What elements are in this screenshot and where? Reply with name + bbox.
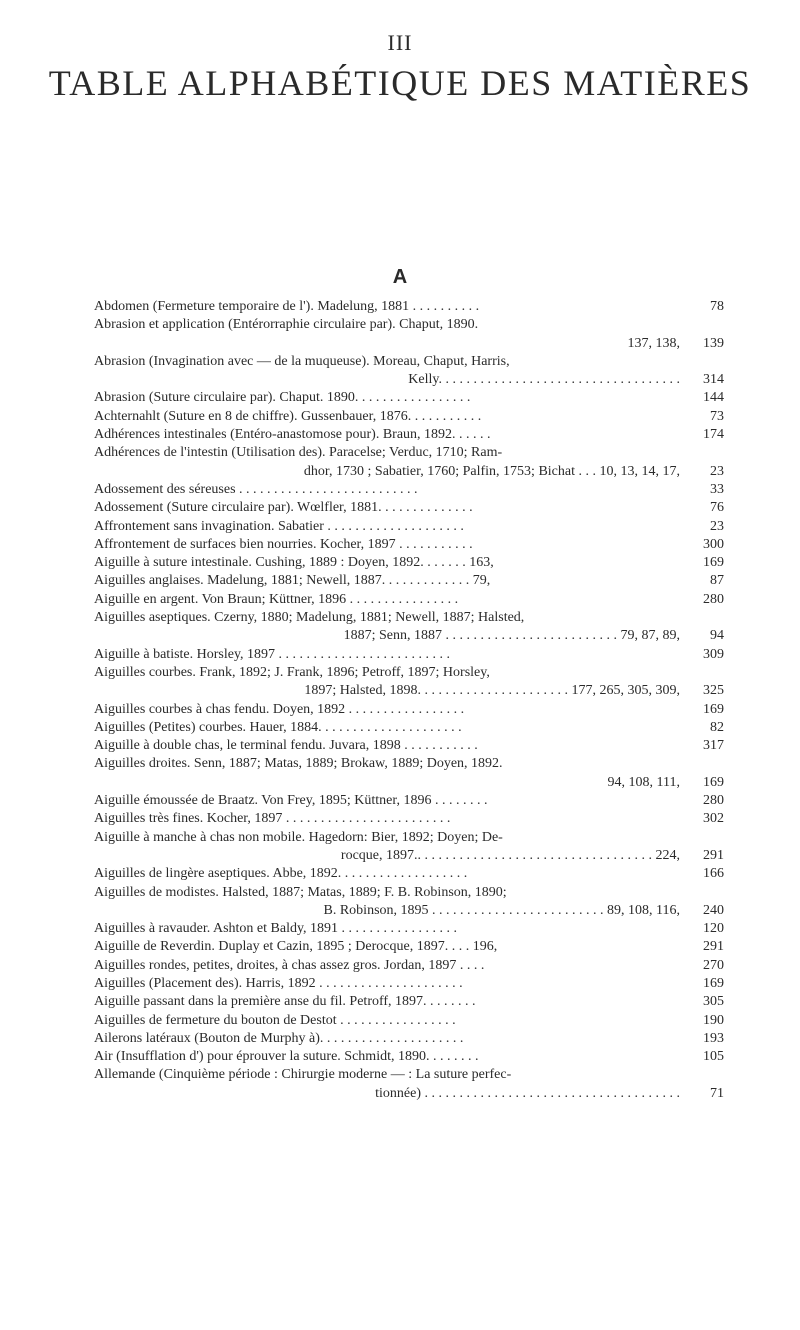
entry-page-number: 166 bbox=[703, 866, 724, 882]
entry-continuation: 94, 108, 111, bbox=[607, 774, 680, 790]
index-entry bbox=[94, 591, 724, 609]
index-entry bbox=[94, 884, 724, 921]
entry-text: Aiguille en argent. Von Braun; Küttner, 1896 . . . . . . . . . . . . . . . . bbox=[94, 591, 459, 607]
index-entry bbox=[94, 353, 724, 390]
entry-page-number: 78 bbox=[710, 299, 724, 314]
index-entry bbox=[94, 646, 724, 664]
entry-page-number: 73 bbox=[710, 408, 724, 424]
index-list bbox=[94, 298, 724, 1103]
entry-page-number: 23 bbox=[710, 463, 724, 479]
entry-text: Aiguille passant dans la première anse du fil. Petroff, 1897. . . . . . . . bbox=[94, 994, 476, 1010]
entry-text: Achternahlt (Suture en 8 de chiffre). Gussenbauer, 1876. . . . . . . . . . . bbox=[94, 408, 482, 424]
index-entry bbox=[94, 1048, 724, 1066]
entry-text: Air (Insufflation d') pour éprouver la suture. Schmidt, 1890. . . . . . . . bbox=[94, 1049, 479, 1065]
entry-text: Aiguilles aseptiques. Czerny, 1880; Madelung, 1881; Newell, 1887; Halsted, bbox=[94, 610, 525, 626]
index-entry bbox=[94, 701, 724, 719]
section-letter: A bbox=[392, 266, 408, 288]
index-entry bbox=[94, 993, 724, 1011]
index-entry bbox=[94, 316, 724, 353]
page-title: TABLE ALPHABÉTIQUE DES MATIÈRES bbox=[48, 63, 752, 103]
entry-page-number: 23 bbox=[710, 518, 724, 534]
entry-continuation: 1887; Senn, 1887 . . . . . . . . . . . . . . . . . . . . . . . . . 79, 87, 89, bbox=[343, 628, 680, 644]
index-entry bbox=[94, 572, 724, 590]
entry-page-number: 144 bbox=[703, 390, 724, 406]
index-entry bbox=[94, 737, 724, 755]
entry-page-number: 94 bbox=[710, 628, 724, 644]
index-entry bbox=[94, 920, 724, 938]
entry-text: Aiguille émoussée de Braatz. Von Frey, 1895; Küttner, 1896 . . . . . . . . bbox=[94, 793, 488, 809]
entry-continuation: rocque, 1897.. . . . . . . . . . . . . . . . . . . . . . . . . . . . . . . . . . 224, bbox=[340, 847, 680, 863]
entry-text: Aiguilles rondes, petites, droites, à chas assez gros. Jordan, 1897 . . . . bbox=[94, 957, 485, 973]
index-entry bbox=[94, 664, 724, 701]
entry-page-number: 169 bbox=[703, 701, 724, 717]
index-entry bbox=[94, 518, 724, 536]
entry-page-number: 190 bbox=[703, 1012, 724, 1028]
entry-text: Adossement des séreuses . . . . . . . . . . . . . . . . . . . . . . . . . . bbox=[94, 481, 418, 497]
entry-continuation: 137, 138, bbox=[627, 335, 680, 351]
entry-text: Aiguilles (Placement des). Harris, 1892 . . . . . . . . . . . . . . . . . . . . . bbox=[94, 975, 463, 991]
index-entry bbox=[94, 1066, 724, 1103]
entry-page-number: 314 bbox=[703, 372, 724, 388]
index-entry bbox=[94, 792, 724, 810]
index-entry bbox=[94, 408, 724, 426]
entry-text: Adhérences intestinales (Entéro-anastomose pour). Braun, 1892. . . . . . bbox=[94, 427, 491, 443]
entry-text: Abrasion (Suture circulaire par). Chaput. 1890. . . . . . . . . . . . . . . . . bbox=[94, 390, 471, 406]
entry-page-number: 280 bbox=[703, 793, 724, 809]
index-entry bbox=[94, 481, 724, 499]
index-entry bbox=[94, 499, 724, 517]
entry-page-number: 280 bbox=[703, 591, 724, 607]
entry-text: Aiguilles droites. Senn, 1887; Matas, 1889; Brokaw, 1889; Doyen, 1892. bbox=[94, 756, 503, 772]
entry-page-number: 139 bbox=[703, 335, 724, 351]
index-entry bbox=[94, 554, 724, 572]
entry-text: Affrontement sans invagination. Sabatier . . . . . . . . . . . . . . . . . . . . bbox=[94, 518, 464, 534]
entry-page-number: 193 bbox=[703, 1030, 724, 1046]
entry-page-number: 71 bbox=[710, 1085, 724, 1101]
entry-page-number: 291 bbox=[703, 939, 724, 955]
entry-text: Aiguille à manche à chas non mobile. Hagedorn: Bier, 1892; Doyen; De- bbox=[94, 829, 503, 845]
entry-page-number: 169 bbox=[703, 555, 724, 571]
entry-text: Abrasion et application (Entérorraphie circulaire par). Chaput, 1890. bbox=[94, 317, 479, 333]
entry-continuation: Kelly. . . . . . . . . . . . . . . . . . . . . . . . . . . . . . . . . . . bbox=[408, 372, 680, 388]
index-entry bbox=[94, 536, 724, 554]
index-entry bbox=[94, 975, 724, 993]
entry-page-number: 105 bbox=[703, 1049, 724, 1065]
entry-page-number: 302 bbox=[703, 811, 724, 827]
index-entry bbox=[94, 298, 724, 316]
entry-page-number: 270 bbox=[703, 957, 724, 973]
entry-text: Affrontement de surfaces bien nourries. Kocher, 1897 . . . . . . . . . . . bbox=[94, 536, 473, 552]
index-entry bbox=[94, 719, 724, 737]
index-entry bbox=[94, 865, 724, 883]
entry-text: Aiguilles courbes. Frank, 1892; J. Frank, 1896; Petroff, 1897; Horsley, bbox=[94, 664, 490, 680]
entry-continuation: dhor, 1730 ; Sabatier, 1760; Palfin, 1753; Bichat . . . 10, 13, 14, 17, bbox=[303, 463, 680, 479]
index-entry bbox=[94, 609, 724, 646]
entry-text: Aiguille de Reverdin. Duplay et Cazin, 1895 ; Derocque, 1897. . . . 196, bbox=[94, 939, 498, 955]
index-entry bbox=[94, 938, 724, 956]
index-entry bbox=[94, 389, 724, 407]
entry-text: Aiguilles de lingère aseptiques. Abbe, 1892. . . . . . . . . . . . . . . . . . . bbox=[94, 866, 468, 882]
entry-page-number: 309 bbox=[703, 646, 724, 662]
entry-text: Abrasion (Invagination avec — de la muqueuse). Moreau, Chaput, Harris, bbox=[94, 353, 510, 369]
entry-page-number: 120 bbox=[703, 921, 724, 937]
entry-text: Aiguille à double chas, le terminal fendu. Juvara, 1898 . . . . . . . . . . . bbox=[94, 738, 478, 754]
entry-text: Abdomen (Fermeture temporaire de l'). Madelung, 1881 . . . . . . . . . . bbox=[94, 299, 480, 314]
section-number: III bbox=[387, 30, 413, 55]
entry-page-number: 82 bbox=[710, 719, 724, 735]
entry-page-number: 240 bbox=[703, 902, 724, 918]
entry-page-number: 291 bbox=[703, 847, 724, 863]
entry-text: Aiguilles de fermeture du bouton de Destot . . . . . . . . . . . . . . . . . bbox=[94, 1012, 456, 1028]
entry-text: Aiguilles très fines. Kocher, 1897 . . . . . . . . . . . . . . . . . . . . . . . . bbox=[94, 811, 451, 827]
index-entry bbox=[94, 1030, 724, 1048]
index-entry bbox=[94, 426, 724, 444]
entry-continuation: 1897; Halsted, 1898. . . . . . . . . . . . . . . . . . . . . . 177, 265, 305, 309, bbox=[304, 683, 680, 699]
entry-page-number: 174 bbox=[703, 427, 724, 443]
index-entry bbox=[94, 444, 724, 481]
entry-page-number: 300 bbox=[703, 536, 724, 552]
index-entry bbox=[94, 755, 724, 792]
entry-continuation: B. Robinson, 1895 . . . . . . . . . . . . . . . . . . . . . . . . . 89, 108, 116, bbox=[323, 902, 680, 918]
entry-text: Adossement (Suture circulaire par). Wœlfler, 1881. . . . . . . . . . . . . . bbox=[94, 500, 473, 516]
entry-continuation: tionnée) . . . . . . . . . . . . . . . . . . . . . . . . . . . . . . . . . . . . . bbox=[375, 1085, 680, 1101]
entry-text: Aiguilles anglaises. Madelung, 1881; Newell, 1887. . . . . . . . . . . . . 79, bbox=[94, 573, 491, 589]
entry-text: Aiguilles à ravauder. Ashton et Baldy, 1891 . . . . . . . . . . . . . . . . . bbox=[94, 921, 458, 937]
entry-page-number: 76 bbox=[710, 500, 724, 516]
entry-text: Aiguilles de modistes. Halsted, 1887; Matas, 1889; F. B. Robinson, 1890; bbox=[94, 884, 507, 900]
entry-text: Allemande (Cinquième période : Chirurgie moderne — : La suture perfec- bbox=[94, 1067, 512, 1083]
entry-page-number: 169 bbox=[703, 975, 724, 991]
entry-text: Aiguilles courbes à chas fendu. Doyen, 1892 . . . . . . . . . . . . . . . . . bbox=[94, 701, 465, 717]
entry-page-number: 317 bbox=[703, 738, 724, 754]
entry-page-number: 87 bbox=[710, 573, 724, 589]
index-entry bbox=[94, 810, 724, 828]
entry-page-number: 169 bbox=[703, 774, 724, 790]
entry-text: Adhérences de l'intestin (Utilisation des). Paracelse; Verduc, 1710; Ram- bbox=[94, 445, 503, 461]
entry-text: Aiguille à batiste. Horsley, 1897 . . . . . . . . . . . . . . . . . . . . . . . . . bbox=[94, 646, 451, 662]
entry-text: Aiguille à suture intestinale. Cushing, 1889 : Doyen, 1892. . . . . . . 163, bbox=[94, 555, 494, 571]
entry-page-number: 325 bbox=[703, 683, 724, 699]
index-entry bbox=[94, 957, 724, 975]
entry-page-number: 33 bbox=[710, 481, 724, 497]
entry-text: Aiguilles (Petites) courbes. Hauer, 1884. . . . . . . . . . . . . . . . . . . . . bbox=[94, 719, 462, 735]
index-entry bbox=[94, 829, 724, 866]
entry-text: Ailerons latéraux (Bouton de Murphy à). . . . . . . . . . . . . . . . . . . . . bbox=[94, 1030, 464, 1046]
index-entry bbox=[94, 1012, 724, 1030]
entry-page-number: 305 bbox=[703, 994, 724, 1010]
